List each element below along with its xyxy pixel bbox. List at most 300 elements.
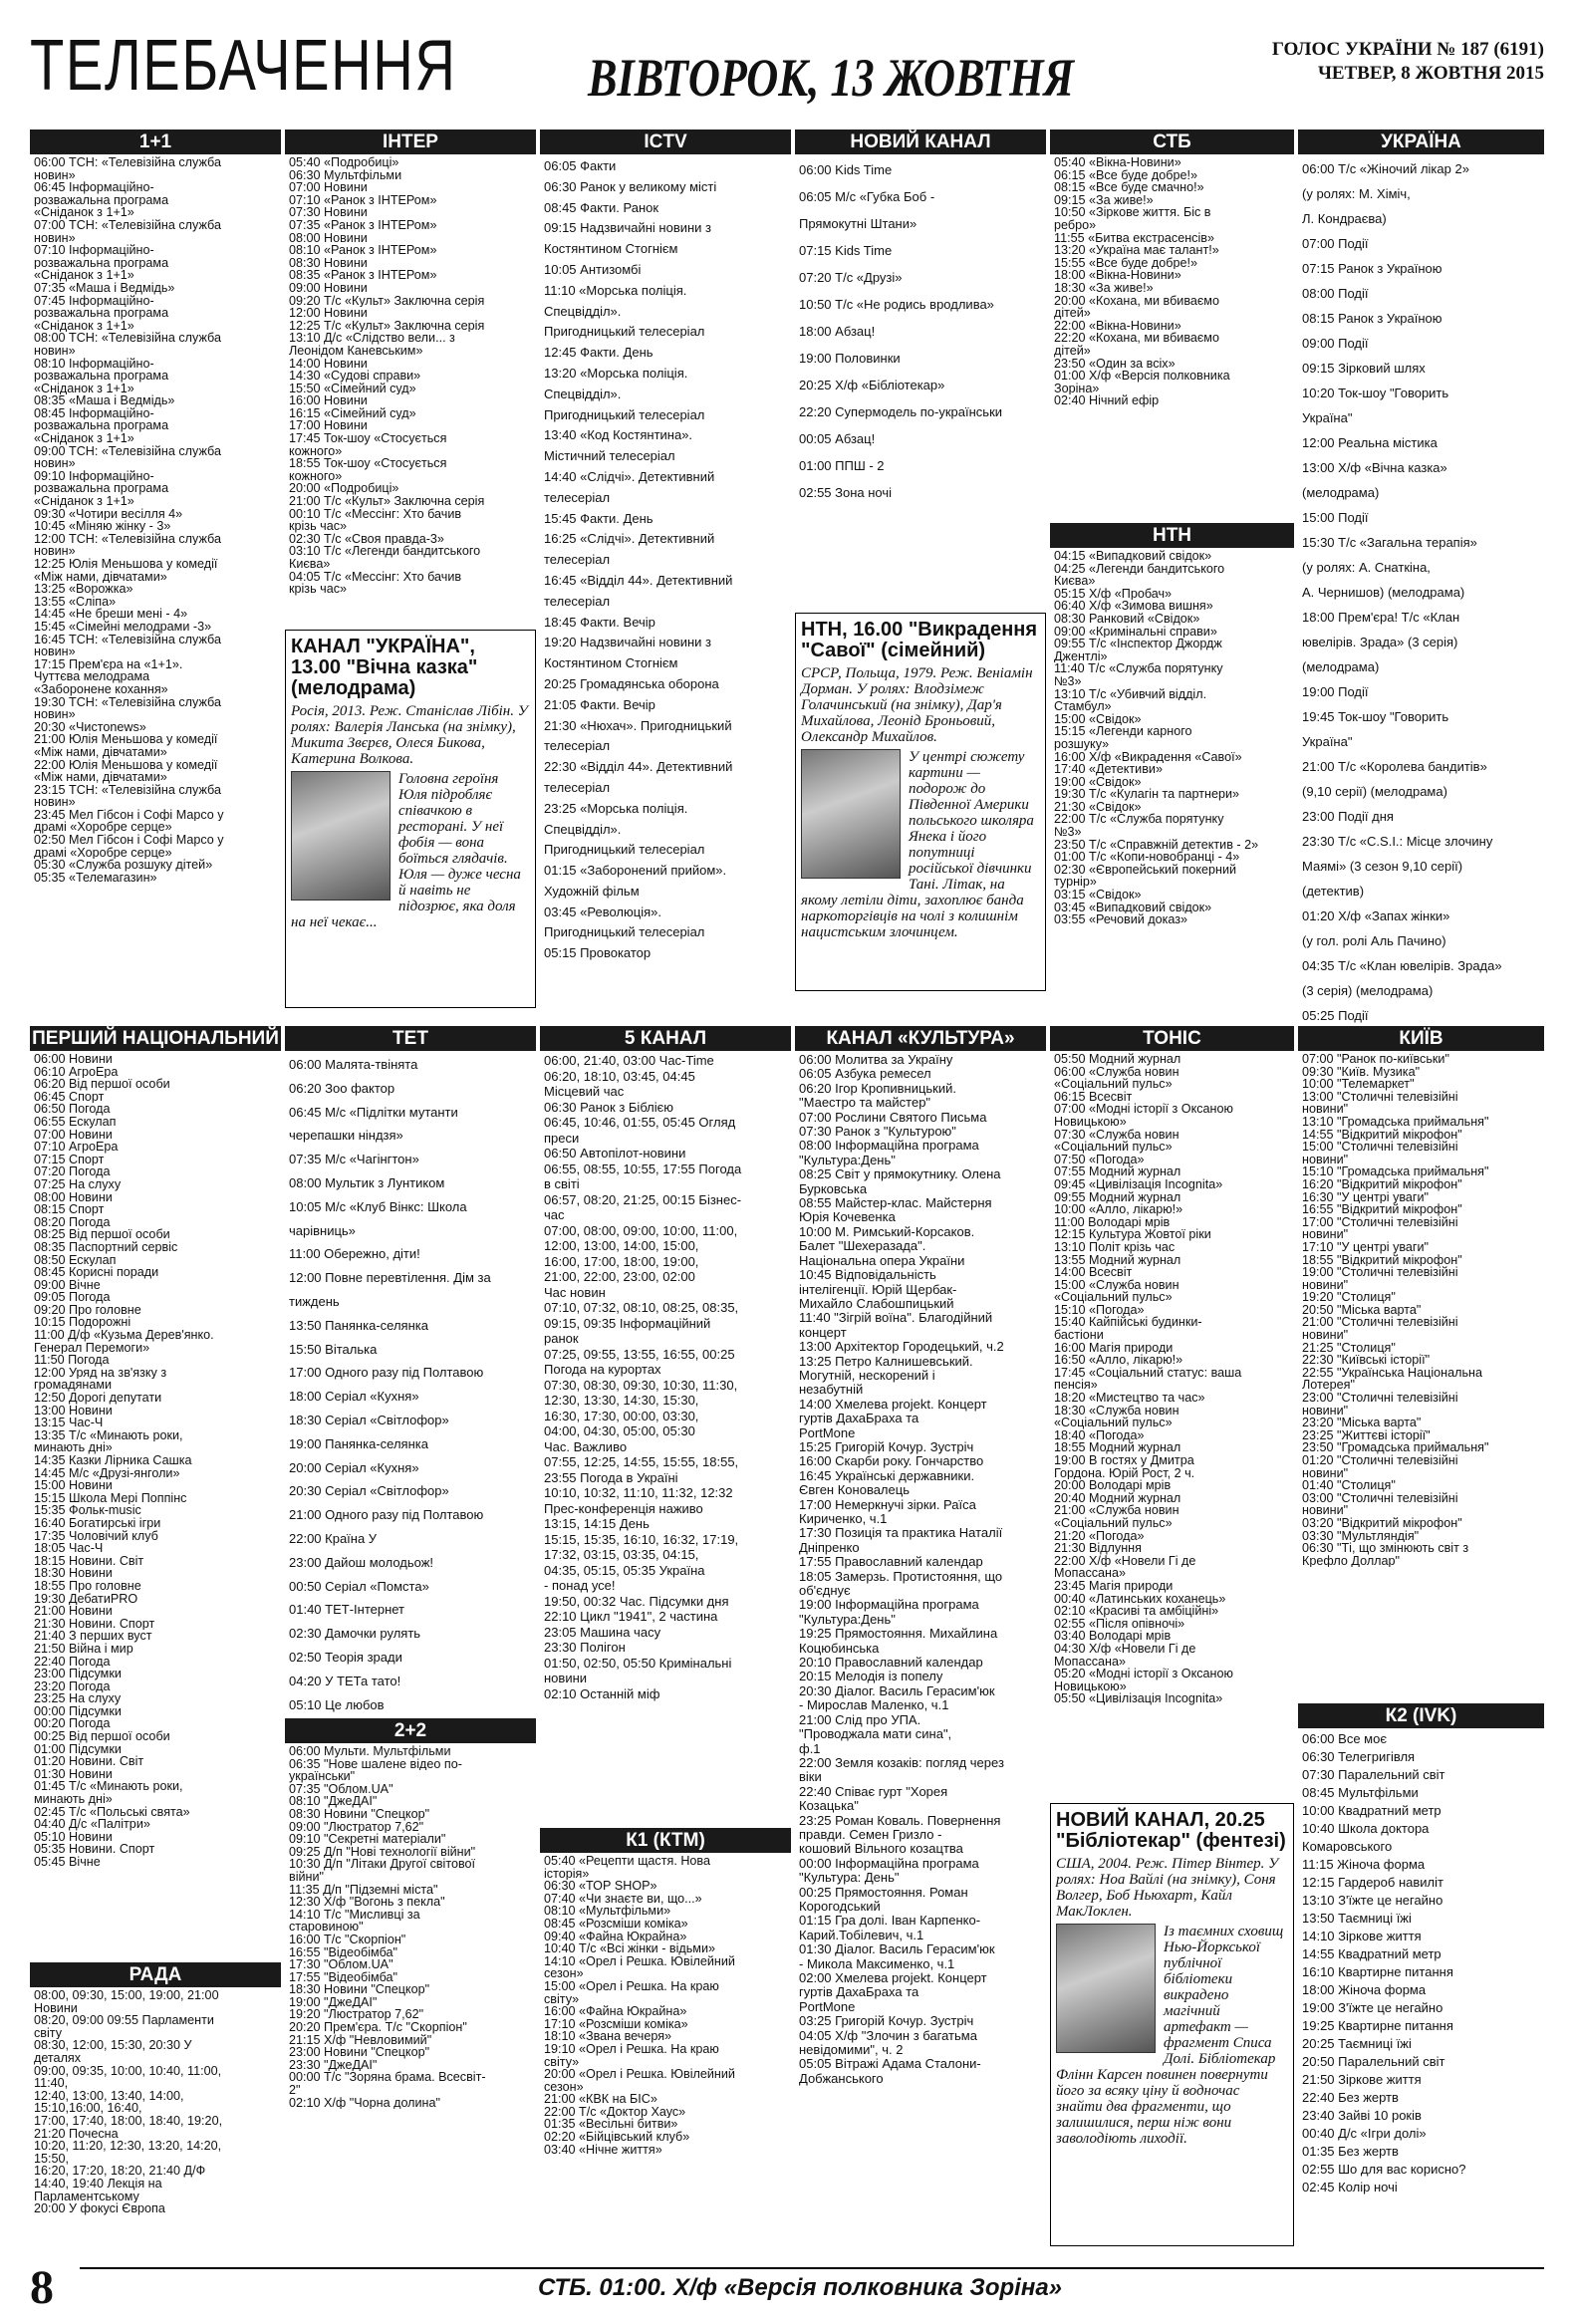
program-line: «Сніданок з 1+1» (34, 495, 134, 508)
program-line: війни" (289, 1870, 324, 1884)
program-line: кошовий Вільного козацтва (799, 1842, 963, 1857)
program-line: 22:55 "Українська Національна (1302, 1366, 1482, 1380)
program-line: 21:00 Юлія Меньшова у комедії (34, 733, 218, 746)
program-line: 08:00 Інформаційна програма (799, 1139, 979, 1154)
program-line: 17:00 Немеркнучі зірки. Раїса (799, 1497, 976, 1512)
program-line: Парламентському (34, 2190, 139, 2203)
program-line: 15:10,16:00, 16:40, (34, 2102, 142, 2115)
program-line: 17:00 Новини (289, 419, 368, 433)
program-line: телесеріал (544, 552, 611, 568)
program-line: 09:05 Погода (34, 1291, 111, 1304)
program-line: 09:00, 09:35, 10:00, 10:40, 11:00, (34, 2064, 222, 2078)
program-line: 13:20 «Україна має талант!» (1054, 244, 1219, 257)
program-line: 10:40 Школа доктора (1302, 1821, 1430, 1836)
program-line: Л. Кондраєва) (1302, 211, 1387, 226)
program-line: 08:00 ТСН: «Телевізійна служба (34, 332, 221, 345)
program-line: 18:30 Новини "Спецкор" (289, 1983, 430, 1996)
program-line: 00:00 Інформаційна програма (799, 1856, 979, 1871)
program-line: 09:15 «За живе!» (1054, 193, 1154, 207)
program-line: 12:00 Уряд на зв'язку з (34, 1366, 167, 1380)
program-line: 01:40 ТЕТ-Інтернет (289, 1602, 405, 1618)
program-line: 17:32, 03:15, 03:35, 04:15, (544, 1547, 699, 1562)
channel-title: 2+2 (285, 1718, 536, 1743)
program-line: 20:00 Володарі мрів (1054, 1479, 1172, 1492)
program-line: 06:00 Kids Time (799, 162, 893, 177)
program-line: 21:25 "Столиця" (1302, 1341, 1396, 1355)
program-line: 11:55 «Битва екстрасенсів» (1054, 231, 1214, 245)
program-line: 13:00 Архітектор Городецький, ч.2 (799, 1340, 1004, 1355)
program-line: 22:30 «Відділ 44». Детективний (544, 759, 733, 775)
program-line: Могутній, нескорений і (799, 1368, 935, 1383)
program-line: 01:15 «Заборонений прийом». (544, 863, 727, 879)
program-line: 10:50 Т/с «Не родись вродлива» (799, 297, 994, 312)
program-line: Новицькою» (1054, 1115, 1127, 1129)
program-line: 12:45 Факти. День (544, 345, 654, 361)
program-line: 20:25 Х/ф «Бібліотекар» (799, 378, 945, 392)
program-line: новини" (1302, 1504, 1349, 1517)
column-1 (30, 129, 281, 2251)
program-line: 05:15 Провокатор (544, 945, 652, 961)
program-line: 13:55 «Сліпа» (34, 595, 117, 609)
program-line: 07:00 Рослини Святого Письма (799, 1110, 987, 1125)
program-line: 16:50 «Алло, лікарю!» (1054, 1354, 1183, 1367)
program-line: 20:50 Паралельний світ (1302, 2054, 1445, 2069)
program-line: 20:10 Православний календар (799, 1656, 983, 1671)
program-line: 05:05 Вітражі Адама Сталони- (799, 2057, 981, 2072)
program-line: Михайло Слабошпицький (799, 1296, 954, 1311)
program-line: тиждень (289, 1293, 340, 1309)
program-line: 16:45 Українські державники. (799, 1468, 975, 1483)
program-line: 01:00 ППШ - 2 (799, 458, 885, 473)
program-line: ф.1 (799, 1741, 821, 1756)
program-line: 00:10 Т/с «Мессінг: Хто бачив (289, 507, 462, 521)
channel-k2 (1298, 1703, 1544, 2196)
program-line: 20:50 "Міська варта" (1302, 1303, 1422, 1317)
program-line: 01:50, 02:50, 05:50 Кримінальні (544, 1655, 732, 1671)
program-line: правди. Семен Гризло - (799, 1827, 942, 1842)
program-line: 00:00 Підсумки (34, 1704, 122, 1718)
program-line: невідомими", ч. 2 (799, 2043, 904, 2058)
program-line: 18:00 Серіал «Кухня» (289, 1389, 419, 1405)
page-number: 8 (30, 2261, 54, 2314)
program-line: Пригодницький телесеріал (544, 406, 705, 422)
program-list (540, 1051, 791, 1701)
column-6 (1298, 129, 1544, 2251)
channel-tonis (1050, 1026, 1294, 1705)
program-line: 07:20 Т/с «Друзі» (799, 270, 903, 285)
program-line: дітей» (1054, 307, 1091, 320)
program-line: PortMone (799, 1999, 856, 2014)
program-line: 10:45 Відповідальність (799, 1268, 936, 1283)
program-line: 08:45 Факти. Ранок (544, 199, 659, 215)
program-line: сезон» (544, 1967, 584, 1980)
program-line: №3» (1054, 826, 1082, 839)
program-line: 11:10 «Морська поліція. (544, 282, 687, 298)
program-line: 22:40 Без жертв (1302, 2090, 1399, 2105)
program-line: 15:50 «Сімейний суд» (289, 382, 416, 395)
program-line: 04:40 Д/с «Палітри» (34, 1818, 150, 1831)
program-line: бастіони (1054, 1329, 1104, 1342)
program-line: 09:20 Про головне (34, 1303, 141, 1317)
program-line: Художній фільм (544, 883, 640, 899)
program-line: 09:00 Вічне (34, 1278, 101, 1292)
program-line: 20:40 Модний журнал (1054, 1491, 1181, 1505)
program-line: 19:00 "Столичні телевізійні (1302, 1266, 1458, 1279)
program-line: 10:00 Квадратний метр (1302, 1803, 1441, 1818)
program-line: 01:40 "Столиця" (1302, 1479, 1396, 1492)
program-line: 14:45 «Не бреши мені - 4» (34, 608, 188, 621)
program-line: 06:30 Телегригівля (1302, 1749, 1416, 1764)
column-2 (285, 129, 536, 2251)
program-line: 07:25 На слуху (34, 1177, 122, 1191)
program-line: 23:30 "ДжеДАЇ" (289, 2058, 378, 2072)
program-line: сезон» (544, 2080, 584, 2094)
program-line: 09:20 Т/с «Культ» Заключна серія (289, 294, 485, 308)
program-line: 03:40 «Нічне життя» (544, 2143, 662, 2157)
program-line: 06:40 Х/ф «Зимова вишня» (1054, 600, 1213, 613)
program-line: 01:15 Гра долі. Іван Карпенко- (799, 1914, 981, 1929)
program-line: Спецвідділ». (544, 386, 622, 401)
program-line: 07:30, 08:30, 09:30, 10:30, 11:30, (544, 1377, 738, 1393)
program-line: новин» (34, 796, 76, 809)
program-line: 10:00 М. Римський-Корсаков. (799, 1224, 975, 1239)
program-line: Містичний телесеріал (544, 448, 675, 464)
program-line: 06:55 Ескулап (34, 1115, 117, 1129)
issue-info (1272, 38, 1544, 86)
program-line: 08:20, 09:00 09:55 Парламенти (34, 2014, 214, 2027)
program-line: 18:30 Новини (34, 1567, 113, 1580)
program-line: 12:00 Повне перевтілення. Дім за (289, 1270, 491, 1286)
program-line: 15:15 «Легенди карного (1054, 725, 1192, 738)
program-line: 23:25 «Морська поліція. (544, 800, 688, 816)
program-line: 22:30 "Київські історії" (1302, 1354, 1431, 1367)
program-line: 06:30 «ТОР SHOP» (544, 1880, 657, 1893)
program-line: 13:55 Модний журнал (1054, 1253, 1181, 1267)
program-line: 00:40 Д/с «Ігри долі» (1302, 2126, 1427, 2141)
program-line: 07:35 «Ранок з ІНТЕРом» (289, 218, 437, 232)
program-list (285, 1051, 536, 1716)
program-line: 16:30, 17:30, 00:00, 03:30, (544, 1408, 699, 1423)
program-line: 21:40 З перших вуст (34, 1630, 152, 1643)
program-line: 17:30 "Облом.UA" (289, 1958, 393, 1971)
channel-title: ІНТЕР (285, 129, 536, 154)
program-list (30, 1987, 281, 2215)
program-line: 02:45 Т/с «Польські свята» (34, 1805, 190, 1819)
program-list (1298, 1728, 1544, 2196)
program-line: новини (544, 1671, 588, 1685)
program-line: Зоріна» (1054, 382, 1100, 395)
program-line: 08:35 «Маша і Ведмідь» (34, 394, 175, 407)
program-line: (у ролях: М. Хіміч, (1302, 186, 1411, 201)
program-line: 18:30 «Служба новин (1054, 1404, 1179, 1418)
program-line: 09:00 ТСН: «Телевізійна служба (34, 444, 221, 458)
program-line: 12:30 Х/ф "Вогонь з пекла" (289, 1896, 445, 1909)
program-line: 19:00 Події (1302, 684, 1369, 699)
program-line: 17:40 «Детективи» (1054, 763, 1163, 776)
program-list (540, 154, 791, 964)
program-line: 23:25 Роман Коваль. Повернення (799, 1813, 1001, 1828)
program-line: 09:55 Т/с «Інспектор Джордж (1054, 638, 1222, 650)
program-line: 04:05 Т/с «Мессінг: Хто бачив (289, 570, 462, 584)
channel-title: К1 (КТМ) (540, 1828, 791, 1853)
program-line: 19:20 "Столиця" (1302, 1291, 1396, 1304)
channel-1plus1 (30, 129, 281, 884)
program-line: 22:40 Співає гурт "Хорея (799, 1784, 948, 1799)
program-line: Євген Коновалець (799, 1483, 910, 1498)
program-line: 23:50 "Громадська приймальня" (1302, 1441, 1489, 1454)
column-3 (540, 129, 791, 2251)
program-line: 15:10 "Громадська приймальня" (1302, 1165, 1489, 1178)
program-line: 14:00 Всесвіт (1054, 1266, 1133, 1279)
program-line: 13:10 З'їжте це негайно (1302, 1893, 1443, 1908)
program-line: 10:40 Т/с «Всі жінки - відьми» (544, 1942, 716, 1955)
program-line: 16:00 Новини (289, 394, 368, 407)
program-line: - Микола Максименко, ч.1 (799, 1956, 955, 1971)
program-line: 06:30 Мультфільми (289, 168, 402, 182)
program-line: 22:00 Земля козаків: погляд через (799, 1755, 1004, 1770)
program-line: 01:35 Без жертв (1302, 2144, 1399, 2159)
program-line: гуртів ДахаБраха та (799, 1985, 919, 2000)
program-line: 11:35 Д/п "Підземні міста" (289, 1883, 438, 1897)
program-line: «Сніданок з 1+1» (34, 269, 134, 282)
program-line: 08:30, 12:00, 15:30, 20:30 У (34, 2039, 192, 2052)
featured-film-box (285, 630, 536, 1008)
featured-lead: США, 2004. Реж. Пітер Вінтер. У ролях: Ноа Вайлі (на знімку), Соня Волгер, Боб Ньюхарт, Кайл МакЛоклен. (1056, 1856, 1279, 1920)
program-line: «Сніданок з 1+1» (34, 319, 134, 333)
program-line: 03:00 "Столичні телевізійні (1302, 1491, 1458, 1505)
program-line: 08:45 «Розсміши коміка» (544, 1917, 688, 1931)
program-line: 23:40 Зайві 10 років (1302, 2108, 1422, 2123)
program-line: 11:40 "Зігрій воїна". Благодійний (799, 1311, 993, 1326)
program-line: 21:20 «Погода» (1054, 1529, 1145, 1543)
program-line: 20:00 У фокусі Європа (34, 2202, 165, 2215)
program-line: 22:20 Супермодель по-українськи (799, 404, 1003, 419)
program-line: новин» (34, 646, 76, 658)
program-line: 10:50 «Зіркове життя. Біс в (1054, 206, 1211, 219)
program-line: 06:30 "Ті, що змінюють світ з (1302, 1542, 1469, 1555)
program-line: 01:20 Х/ф «Запах жінки» (1302, 908, 1450, 923)
program-line: 08:35 Паспортний сервіс (34, 1240, 178, 1254)
program-line: 11:40, (34, 2077, 69, 2090)
program-line: 09:00 Події (1302, 336, 1369, 351)
program-line: 07:30 Паралельний світ (1302, 1767, 1445, 1782)
page-footer (30, 2263, 1544, 2313)
program-line: 09:10 "Секретні матеріали" (289, 1833, 446, 1846)
program-line: 06:30 Ранок у великому місті (544, 178, 717, 194)
program-line: розважальна програма (34, 419, 169, 433)
program-line: 14:35 Казки Лірника Сашка (34, 1454, 192, 1467)
program-line: 2" (289, 2084, 301, 2097)
program-line: 18:40 «Погода» (1054, 1428, 1145, 1442)
section-title: ТЕЛЕБАЧЕННЯ (30, 26, 457, 106)
program-line: «Соціальний пульс» (1054, 1141, 1173, 1154)
program-line: 06:00 ТСН: «Телевізійна служба (34, 156, 221, 169)
program-line: Леонідом Каневським» (289, 344, 423, 358)
program-line: 02:45 Колір ночі (1302, 2180, 1398, 2195)
program-line: 07:55, 12:25, 14:55, 15:55, 18:55, (544, 1454, 739, 1469)
program-line: 22:00 «Вікна-Новини» (1054, 319, 1181, 333)
program-line: 17:35 Чоловічий клуб (34, 1529, 158, 1543)
program-line: громадянами (34, 1379, 113, 1393)
featured-lead: Росія, 2013. Реж. Станіслав Лібін. У ролях: Валерія Ланська (на знімку), Микита Звєрєв, Олеся Бикова, Катерина Волкова. (291, 703, 528, 767)
program-line: №3» (1054, 674, 1082, 688)
program-line: 03:25 Григорій Кочур. Зустріч (799, 2014, 974, 2029)
program-line: 07:10, 07:32, 08:10, 08:25, 08:35, (544, 1300, 739, 1315)
program-line: 08:30 Ранковий «Свідок» (1054, 612, 1200, 626)
program-line: 07:55 Модний журнал (1054, 1165, 1181, 1178)
program-line: 21:00 Слід про УПА. (799, 1712, 921, 1727)
channel-title: СТБ (1050, 129, 1294, 154)
program-line: (3 серія) (мелодрама) (1302, 983, 1434, 998)
program-line: 07:10 АгроЕра (34, 1141, 119, 1154)
program-line: 06:00 Мульти. Мультфільми (289, 1745, 451, 1758)
program-line: 14:00 Хмелева projekt. Концерт (799, 1397, 987, 1412)
program-line: 16:15 «Сімейний суд» (289, 406, 416, 420)
program-line: 03:15 «Свідок» (1054, 889, 1142, 902)
program-line: Погода на курортах (544, 1362, 661, 1377)
program-line: 18:55 Ток-шоу «Стосується (289, 457, 447, 470)
program-line: Добжанського (799, 2071, 884, 2086)
program-line: 23:25 "Життєві історії" (1302, 1428, 1431, 1442)
program-line: 09:00 "Люстратор 7,62" (289, 1820, 424, 1834)
program-line: 19:00 «Свідок» (1054, 775, 1142, 789)
program-line: 16:25 «Слідчі». Детективний (544, 531, 715, 547)
program-line: світу» (544, 1992, 580, 2006)
program-line: 08:45 Корисні поради (34, 1266, 159, 1279)
program-line: 10:30 Д/п "Літаки Другої світової (289, 1858, 476, 1871)
program-line: 04:00, 04:30, 05:00, 05:30 (544, 1423, 695, 1438)
program-line: "Проводжала мати сина", (799, 1727, 952, 1742)
program-line: Пригодницький телесеріал (544, 324, 705, 340)
program-line: 07:00 Новини (289, 181, 368, 194)
program-line: 15:00 "Столичні телевізійні (1302, 1141, 1458, 1154)
program-line: 20:00 «Кохана, ми вбиваємо (1054, 294, 1219, 308)
program-line: 01:00 Підсумки (34, 1742, 122, 1756)
program-line: 19:00 Панянка-селянка (289, 1435, 428, 1451)
program-line: 12:50 Дорогі депутати (34, 1392, 162, 1405)
program-line: Генерал Перемоги» (34, 1341, 150, 1355)
program-line: 18:05 Час-Ч (34, 1542, 104, 1555)
program-line: 06:10 АгроЕра (34, 1065, 119, 1079)
program-line: 10:05 Антизомбі (544, 261, 642, 277)
program-line: 20:30 Серіал «Світлофор» (289, 1483, 449, 1499)
program-line: 08:00, 09:30, 15:00, 19:00, 21:00 (34, 1989, 219, 2002)
program-line: драмі «Хоробре серце» (34, 846, 172, 860)
program-line: 22:00 Х/ф «Новели Гі де (1054, 1554, 1196, 1568)
featured-description: Головна героїня Юля підробляє співачкою в ресторані. У неї фобія — вона боїться глядачів. Юля — дуже чесна й навіть не підозрює, яка доля на неї чекає... (291, 771, 521, 930)
program-line: 15:10 «Погода» (1054, 1303, 1145, 1317)
program-line: 06:45 Спорт (34, 1090, 105, 1104)
program-line: турнір» (1054, 876, 1097, 890)
program-line: 23:20 Погода (34, 1679, 111, 1693)
program-line: "Маестро та майстер" (799, 1096, 931, 1111)
program-line: Корогодський (799, 1899, 881, 1914)
program-line: 22:20 «Кохана, ми вбиваємо (1054, 332, 1219, 345)
program-line: 13:15 Час-Ч (34, 1417, 104, 1429)
program-line: 23:15 ТСН: «Телевізійна служба (34, 783, 221, 797)
program-line: 15:40 Кайпійські будинки- (1054, 1316, 1202, 1330)
program-line: крізь час» (289, 520, 348, 533)
program-line: 09:40 «Файна Юкрайна» (544, 1930, 687, 1943)
program-line: 18:00 Абзац! (799, 324, 876, 339)
program-line: 08:10 Інформаційно- (34, 357, 154, 371)
program-line: Балет "Шехеразада". (799, 1239, 926, 1254)
program-line: розважальна програма (34, 193, 169, 207)
channel-2plus2 (285, 1718, 536, 2109)
program-line: 18:05 Замерзь. Протистояння, що (799, 1569, 1003, 1584)
program-line: 06:00 Молитва за Україну (799, 1053, 953, 1067)
program-line: (детектив) (1302, 884, 1365, 899)
channel-title: КАНАЛ «КУЛЬТУРА» (795, 1026, 1046, 1051)
program-line: 04:25 «Легенди бандитського (1054, 562, 1225, 576)
program-line: 06:50 Погода (34, 1103, 111, 1116)
program-line: чарівниць» (289, 1222, 356, 1238)
program-line: Спецвідділ». (544, 303, 622, 319)
channel-title: 1+1 (30, 129, 281, 154)
program-line: 05:50 «Цивілізація Incognita» (1054, 1692, 1223, 1705)
program-line: 18:20 «Мистецтво та час» (1054, 1392, 1205, 1405)
featured-title: КАНАЛ "УКРАЇНА", 13.00 "Вічна казка" (мелодрама) (291, 636, 478, 699)
program-line: "Культура: День" (799, 1871, 900, 1886)
program-line: 06:00 Т/с «Жіночий лікар 2» (1302, 161, 1469, 176)
program-line: 15:00 «Орел і Решка. На краю (544, 1979, 719, 1993)
program-line: 13:40 «Код Костянтина». (544, 427, 693, 443)
program-line: 16:45 ТСН: «Телевізійна служба (34, 633, 221, 646)
program-line: 07:10 «Ранок з ІНТЕРом» (289, 193, 437, 207)
program-line: 23:45 Мел Гібсон і Софі Марсо у (34, 808, 224, 822)
program-line: Новицькою» (1054, 1679, 1127, 1693)
program-line: 02:55 Шо для вас корисно? (1302, 2162, 1466, 2177)
program-line: 04:20 У ТЕТа тато! (289, 1673, 401, 1688)
program-line: 23:00 Події дня (1302, 809, 1394, 824)
program-line: 23:00 Дайош молодьож! (289, 1554, 434, 1570)
program-line: розважальна програма (34, 256, 169, 270)
program-line: 08:25 Світ у прямокутнику. Олена (799, 1167, 1001, 1182)
program-list (795, 1051, 1046, 2086)
program-list (1050, 1051, 1294, 1705)
program-line: 18:30 Серіал «Світлофор» (289, 1412, 449, 1427)
program-line: Час. Важливо (544, 1438, 628, 1454)
program-line: 22:00 Т/с «Доктор Хаус» (544, 2105, 686, 2119)
program-line: Костянтином Стогнієм (544, 241, 678, 257)
program-line: 17:00, 17:40, 18:00, 18:40, 19:20, (34, 2114, 223, 2128)
program-line: деталях (34, 2051, 82, 2065)
program-line: 13:25 Петро Калнишевський. (799, 1354, 973, 1369)
program-line: 05:20 «Модні історії з Оксаною (1054, 1668, 1233, 1680)
program-line: 12:30, 13:30, 14:30, 15:30, (544, 1393, 699, 1408)
program-line: - понад усе! (544, 1578, 616, 1593)
program-line: А. Чернишов) (мелодрама) (1302, 585, 1465, 600)
program-line: новини" (1302, 1228, 1349, 1241)
program-line: 07:15 Ранок з Україною (1302, 261, 1442, 276)
program-line: 11:50 Погода (34, 1354, 110, 1367)
program-line: 21:00 «Служба новин (1054, 1504, 1179, 1517)
program-line: новини" (1302, 1153, 1349, 1166)
program-line: 20:30 Діалог. Василь Герасим'юк (799, 1683, 995, 1698)
channel-title: ТЕТ (285, 1026, 536, 1051)
program-line: 02:10 «Красиві та амбіційні» (1054, 1605, 1219, 1618)
channel-novyi (795, 129, 1046, 506)
program-line: 19:30 Т/с «Кулагін та партнери» (1054, 788, 1240, 801)
program-line: 14:10 «Орел і Решка. Ювілейний (544, 1954, 735, 1968)
program-line: в світі (544, 1176, 580, 1191)
program-line: 08:45 Мультфільми (1302, 1785, 1419, 1800)
program-line: 21:00, 22:00, 23:00, 02:00 (544, 1269, 695, 1284)
program-line: 03:45 «Випадковий свідок» (1054, 901, 1212, 914)
program-line: "Культура:День" (799, 1153, 896, 1167)
program-line: 06:35 "Нове шалене відео по- (289, 1757, 462, 1771)
program-line: 08:00 Новини (34, 1190, 113, 1204)
